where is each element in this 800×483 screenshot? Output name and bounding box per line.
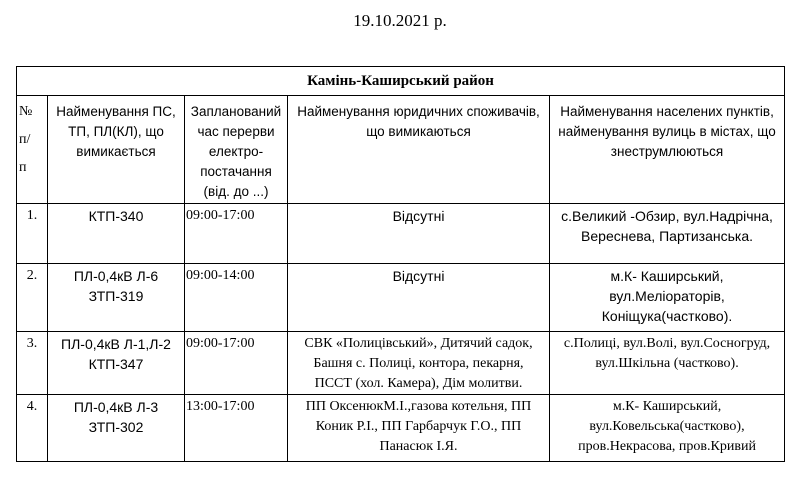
row-consumers-line: Башня с. Полиці, контора, пекарня, (313, 356, 524, 371)
row-object-line: КТП-340 (88, 208, 144, 224)
header-consumers-line: Найменування юридичних споживачів, (297, 104, 540, 119)
row-settlements-line: вул.Шкільна (частково). (595, 356, 739, 371)
row-consumers-line: СВК «Полицівський», Дитячий садок, (304, 336, 533, 351)
row-object-line: ЗТП-319 (88, 288, 144, 304)
row-settlements (550, 332, 785, 395)
row-num: 3. (17, 332, 48, 395)
row-time: 13:00-17:00 (185, 395, 288, 462)
header-settlements (550, 96, 785, 204)
row-settlements-line: м.К- Каширський, (610, 268, 724, 284)
header-time-line: постачання (200, 164, 272, 179)
row-object (48, 204, 185, 264)
row-settlements-line: Коніщука(частково). (601, 308, 733, 324)
row-settlements-line: с.Великий -Обзир, вул.Надрічна, (561, 208, 773, 224)
row-consumers-line: Панасюк І.Я. (379, 439, 458, 454)
row-object (48, 332, 185, 395)
row-num: 2. (17, 264, 48, 332)
header-num (17, 96, 48, 204)
region-row (17, 67, 785, 96)
header-num-line: п/ (19, 132, 31, 147)
row-time: 09:00-17:00 (185, 204, 288, 264)
header-object-line: ТП, ПЛ(КЛ), що (68, 124, 164, 139)
row-settlements-line: пров.Некрасова, пров.Кривий (578, 439, 756, 454)
header-time (185, 96, 288, 204)
header-settlements-line: Найменування населених пунктів, (560, 104, 774, 119)
row-num: 1. (17, 204, 48, 264)
header-consumers-line: що вимикаються (366, 124, 471, 139)
row-settlements-line: м.К- Каширський, (612, 399, 722, 414)
row-consumers (288, 204, 550, 264)
outage-schedule-table (16, 66, 785, 462)
header-time-line: час перерви (197, 124, 275, 139)
header-row (17, 96, 785, 204)
header-object-line: вимикається (76, 144, 156, 159)
row-settlements-line: вул.Меліораторів, (609, 288, 725, 304)
header-settlements-line: знеструмлюються (610, 144, 724, 159)
row-settlements (550, 204, 785, 264)
row-consumers (288, 264, 550, 332)
row-object-line: ПЛ-0,4кВ Л-3 (73, 399, 159, 415)
row-settlements (550, 264, 785, 332)
header-time-line: електро- (208, 144, 264, 159)
row-consumers-line: Відсутні (392, 208, 445, 224)
row-consumers-line: Коник Р.І., ПП Гарбарчук Г.О., ПП (315, 419, 522, 434)
header-object-line: Найменування ПС, (56, 104, 176, 119)
row-consumers-line: ПП ОксенюкМ.І.,газова котельня, ПП (305, 399, 532, 414)
header-settlements-line: найменування вулиць в містах, що (558, 124, 776, 139)
row-object (48, 264, 185, 332)
header-num-line: п (19, 160, 27, 175)
table-row (17, 204, 785, 264)
document-date: 19.10.2021 р. (353, 11, 447, 30)
row-object (48, 395, 185, 462)
header-object (48, 96, 185, 204)
row-object-line: ЗТП-302 (88, 419, 144, 435)
row-settlements-line: с.Полиці, вул.Волі, вул.Сосногруд, (563, 336, 771, 351)
row-settlements (550, 395, 785, 462)
header-time-line: Запланований (190, 104, 282, 119)
region-title: Камінь-Каширський район (17, 67, 785, 96)
table-row (17, 395, 785, 462)
row-object-line: ПЛ-0,4кВ Л-6 (73, 268, 159, 284)
table-row (17, 332, 785, 395)
row-consumers-line: ПССТ (хол. Камера), Дім молитви. (314, 376, 523, 391)
row-consumers-line: Відсутні (392, 268, 445, 284)
table-row (17, 264, 785, 332)
row-time: 09:00-17:00 (185, 332, 288, 395)
row-object-line: ПЛ-0,4кВ Л-1,Л-2 (61, 336, 171, 352)
row-num: 4. (17, 395, 48, 462)
row-consumers (288, 332, 550, 395)
row-settlements-line: Вереснева, Партизанська. (581, 228, 753, 244)
row-settlements-line: вул.Ковельська(частково), (589, 419, 745, 434)
row-object-line: КТП-347 (88, 356, 144, 372)
header-num-line: № (19, 104, 33, 119)
header-time-line: (від. до ...) (203, 184, 269, 199)
row-time: 09:00-14:00 (185, 264, 288, 332)
header-consumers (288, 96, 550, 204)
row-consumers (288, 395, 550, 462)
